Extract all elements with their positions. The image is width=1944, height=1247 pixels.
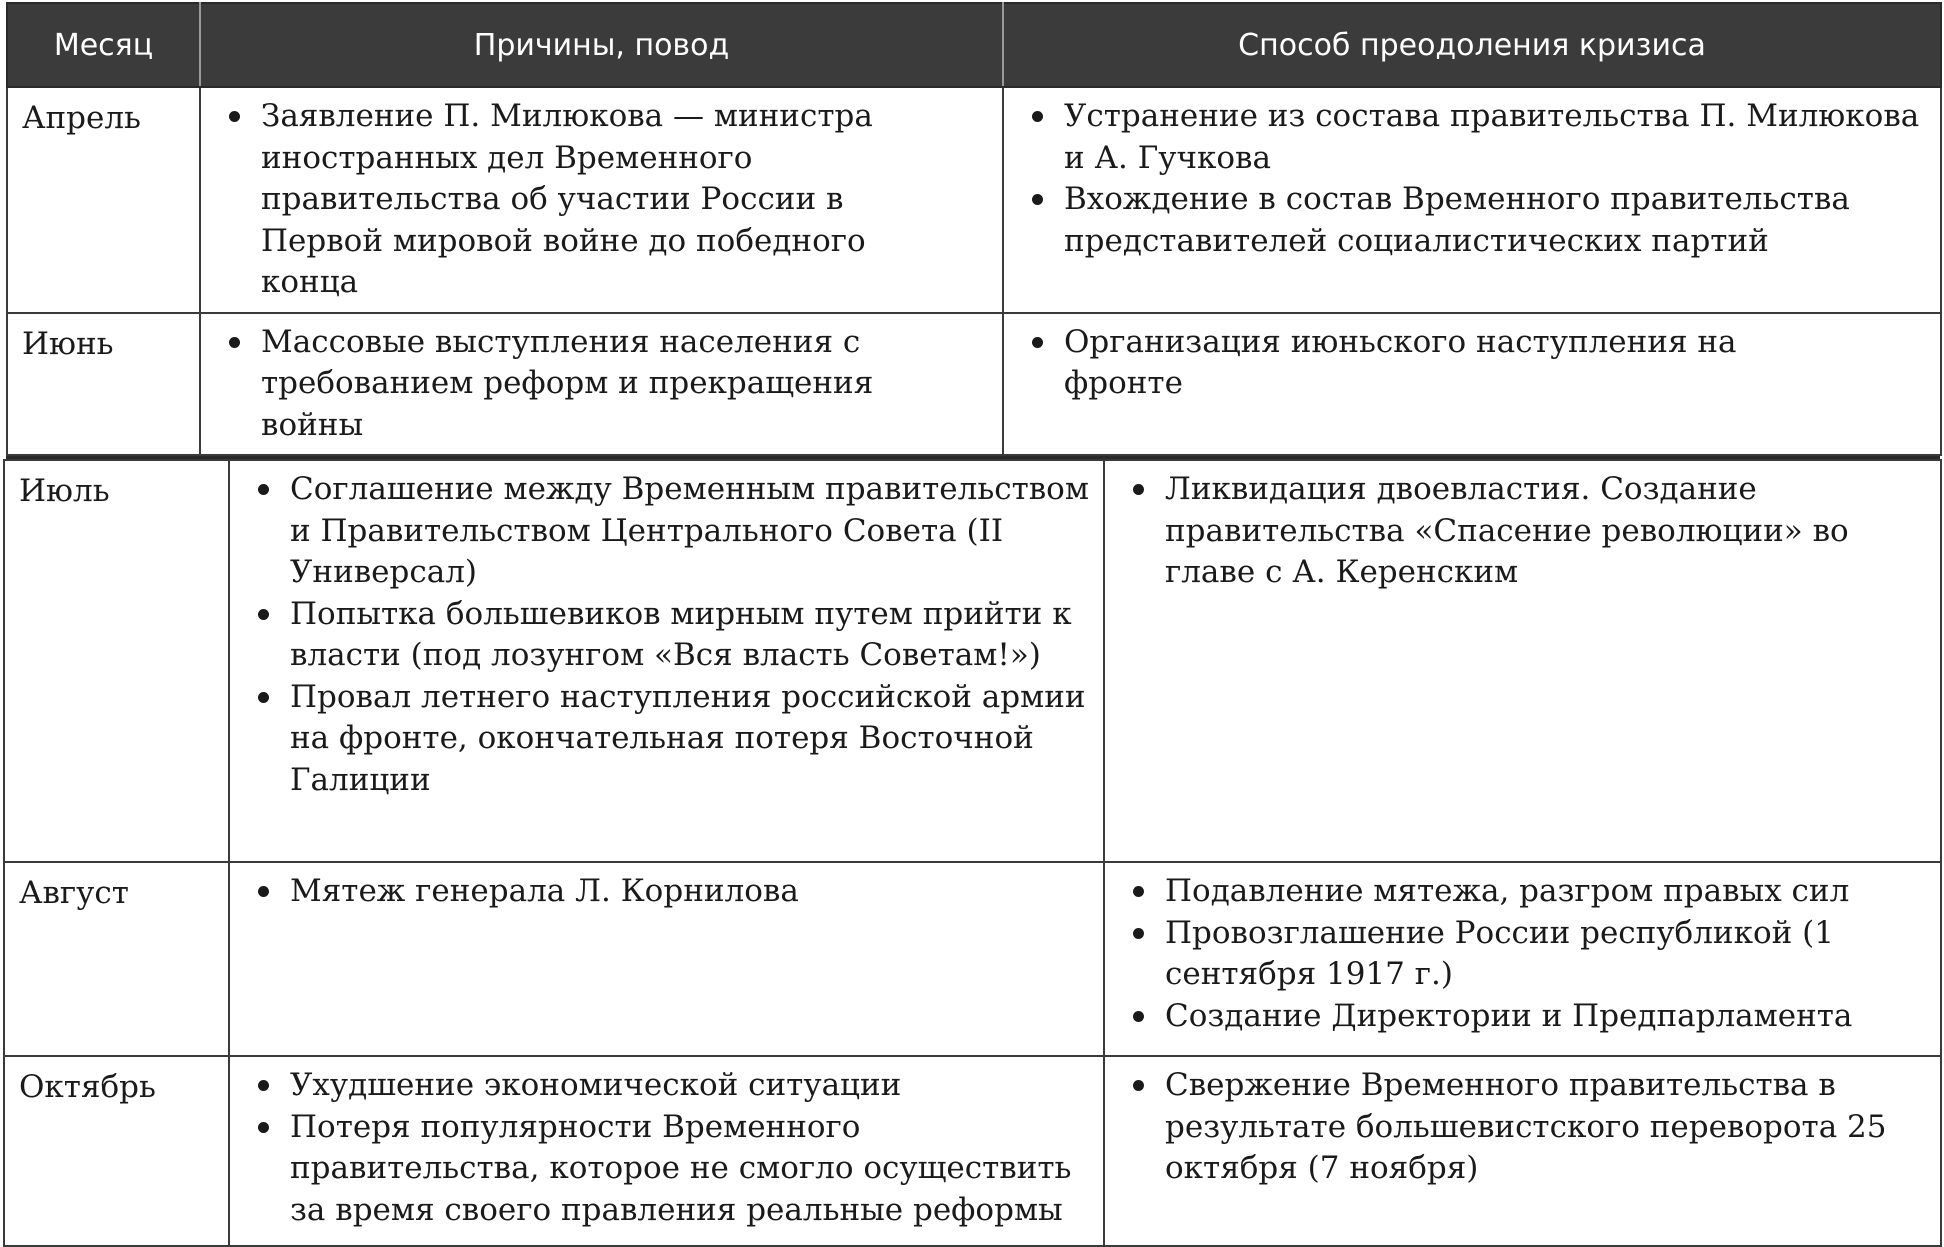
- list-item: Попытка большевиков мирным путем прийти к власти (под лозунгом «Вся власть Советам!»): [244, 594, 1091, 677]
- list-item: Устранение из состава правительства П. Милюкова и А. Гучкова: [1018, 96, 1928, 179]
- solution-cell: [1104, 460, 1941, 862]
- table-row: [4, 1056, 1941, 1246]
- month-cell: Июль: [4, 460, 229, 862]
- header-causes: Причины, повод: [200, 3, 1003, 87]
- list-item: Провал летнего наступления российской армии на фронте, окончательная потеря Восточной Галиции: [244, 677, 1091, 802]
- list-item: Ликвидация двоевластия. Создание правительства «Спасение революции» во главе с А. Керенским: [1119, 469, 1928, 594]
- table-row: [7, 313, 1941, 456]
- list-item: Организация июньского наступления на фронте: [1018, 322, 1928, 405]
- list-item: Ухудшение экономической ситуации: [244, 1065, 1091, 1107]
- solution-cell: [1104, 862, 1941, 1056]
- header-month: Месяц: [7, 3, 200, 87]
- month-cell: Август: [4, 862, 229, 1056]
- crisis-table: [6, 2, 1940, 1247]
- list-item: Свержение Временного правительства в результате большевистского переворота 25 октября (7 ноября): [1119, 1065, 1928, 1190]
- list-item: Вхождение в состав Временного правительства представителей социалистических партий: [1018, 179, 1928, 262]
- list-item: Потеря популярности Временного правительства, которое не смогло осуществить за время своего правления реальные реформы: [244, 1107, 1091, 1232]
- causes-cell: [229, 862, 1104, 1056]
- table-top-part: [6, 2, 1942, 456]
- header-solution: Способ преодоления кризиса: [1003, 3, 1941, 87]
- list-item: Провозглашение России республикой (1 сентября 1917 г.): [1119, 913, 1928, 996]
- list-item: Создание Директории и Предпарламента: [1119, 996, 1928, 1038]
- table-bottom-part: [3, 459, 1942, 1247]
- list-item: Соглашение между Временным правительством и Правительством Центрального Совета (II Универсал): [244, 469, 1091, 594]
- table-row: [4, 460, 1941, 862]
- solution-cell: [1003, 313, 1941, 456]
- causes-cell: [229, 1056, 1104, 1246]
- header-row: [7, 3, 1941, 87]
- causes-cell: [200, 313, 1003, 456]
- list-item: Массовые выступления населения с требованием реформ и прекращения войны: [215, 322, 990, 447]
- solution-cell: [1003, 87, 1941, 313]
- month-cell: Октябрь: [4, 1056, 229, 1246]
- list-item: Заявление П. Милюкова — министра иностранных дел Временного правительства об участии России в Первой мировой войне до победного конца: [215, 96, 990, 304]
- causes-cell: [200, 87, 1003, 313]
- month-cell: Апрель: [7, 87, 200, 313]
- causes-cell: [229, 460, 1104, 862]
- month-cell: Июнь: [7, 313, 200, 456]
- list-item: Мятеж генерала Л. Корнилова: [244, 871, 1091, 913]
- table-row: [4, 862, 1941, 1056]
- list-item: Подавление мятежа, разгром правых сил: [1119, 871, 1928, 913]
- solution-cell: [1104, 1056, 1941, 1246]
- table-row: [7, 87, 1941, 313]
